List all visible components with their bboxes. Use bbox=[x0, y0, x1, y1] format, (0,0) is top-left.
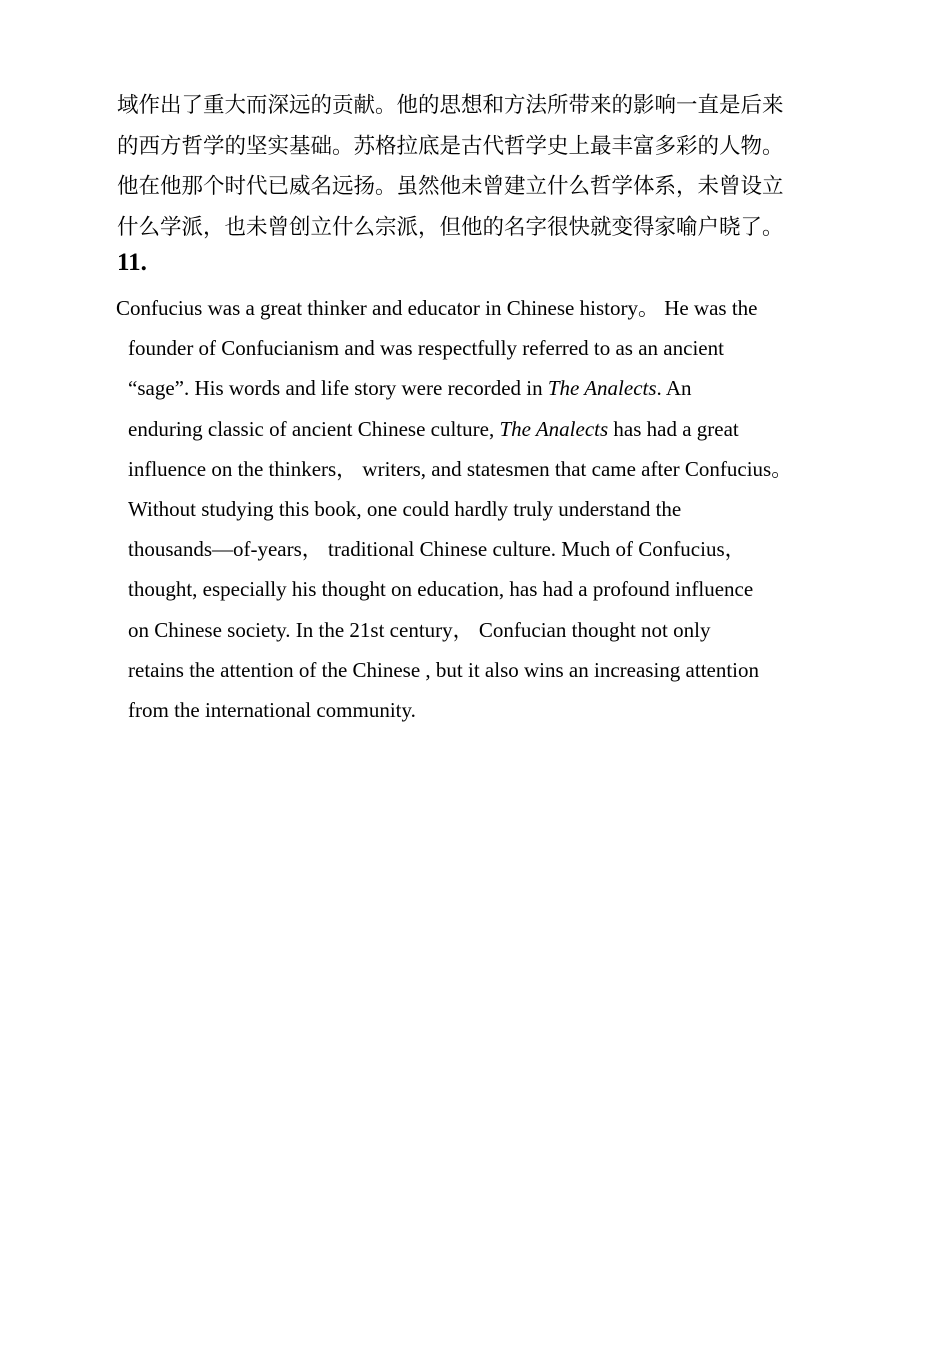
english-line: Without studying this book, one could hardly truly understand the bbox=[128, 496, 682, 521]
chinese-line: 他在他那个时代已威名远扬。虽然他未曾建立什么哲学体系，未曾设立 bbox=[117, 174, 784, 199]
english-line: influence on the thinkers， writers, and statesmen that came after Confucius。 bbox=[128, 456, 793, 481]
section-number: 11. bbox=[117, 249, 147, 276]
english-line bbox=[0, 368, 950, 408]
english-line bbox=[0, 409, 950, 449]
chinese-line: 什么学派，也未曾创立什么宗派，但他的名字很快就变得家喻户晓了。 bbox=[117, 214, 784, 240]
english-line: retains the attention of the Chinese , but it also wins an increasing attention bbox=[128, 657, 760, 682]
chinese-line: 的西方哲学的坚实基础。苏格拉底是古代哲学史上最丰富多彩的人物。 bbox=[117, 133, 784, 159]
book-title-italic: The Analects bbox=[499, 416, 609, 441]
english-text: “sage”. His words and life story were recorded in bbox=[128, 376, 548, 401]
english-line: from the international community. bbox=[128, 697, 416, 722]
english-line: on Chinese society. In the 21st century， Confucian thought not only bbox=[128, 617, 711, 642]
english-text: . An bbox=[656, 376, 692, 401]
chinese-paragraph bbox=[117, 86, 857, 248]
english-text: has had a great bbox=[608, 416, 739, 441]
chinese-line: 域作出了重大而深远的贡献。他的思想和方法所带来的影响一直是后来 bbox=[117, 93, 784, 118]
english-line: founder of Confucianism and was respectfully referred to as an ancient bbox=[128, 336, 724, 361]
english-line: Confucius was a great thinker and educator in Chinese history。 He was the bbox=[116, 296, 758, 320]
english-paragraph bbox=[0, 288, 950, 730]
english-line: thought, especially his thought on education, has had a profound influence bbox=[128, 577, 754, 602]
english-line: thousands—of-years， traditional Chinese culture. Much of Confucius， bbox=[128, 537, 746, 562]
english-text: enduring classic of ancient Chinese culture, bbox=[128, 416, 500, 441]
book-title-italic: The Analects bbox=[547, 376, 657, 401]
